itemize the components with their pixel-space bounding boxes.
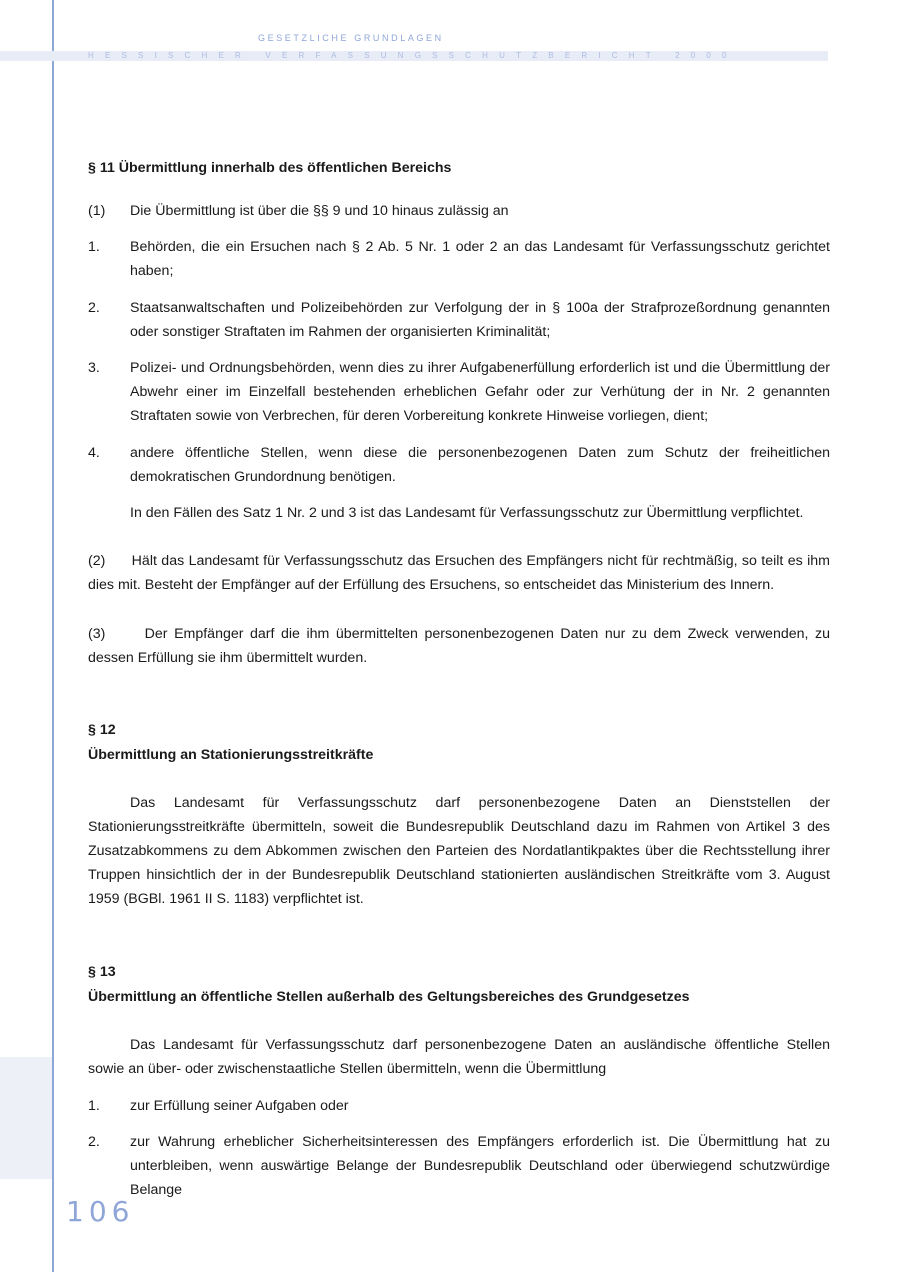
list-text: Polizei- und Ordnungsbehörden, wenn dies zu ihrer Aufgabenerfüllung erforderlich ist und die Übermittlung der Abwehr einer im Einzelfall bestehenden erheblichen Gefahr oder zur Verhütung der in Nr. 2 genannten Straftaten sowie von Verbrechen, für deren Vorbereitung konkrete Hinweise vorliegen, dient; <box>130 360 830 424</box>
s11-paragraph-3: (3) Der Empfänger darf die ihm übermittelten personenbezogenen Daten nur zu dem Zweck verwenden, zu dessen Erfüllung sie ihm übermittelt wurden. <box>88 626 834 666</box>
margin-panel <box>0 1057 52 1179</box>
list-text: andere öffentliche Stellen, wenn diese die personenbezogenen Daten zum Schutz der freiheitlichen demokratischen Grundordnung benötigen. <box>130 445 830 485</box>
section-12-text: Das Landesamt für Verfassungsschutz darf personenbezogene Daten an Dienststellen der Stationierungsstreitkräfte übermitteln, soweit die Bundesrepublik Deutschland dazu im Rahmen von Artikel 3 des Zusatzabkommens zu dem Abkommen zwischen den Parteien des Nordatlantikpaktes über die Rechtsstellung ihrer Truppen hinsichtlich der in der Bundesrepublik Deutschland stationierten ausländischen Streitkräfte vom 3. August 1959 (BGBl. 1961 II S. 1183) verpflichtet ist. <box>88 795 830 907</box>
list-text: Behörden, die ein Ersuchen nach § 2 Ab. 5 Nr. 1 oder 2 an das Landesamt für Verfassungsschutz gerichtet haben; <box>130 239 830 279</box>
section-13-title: Übermittlung an öffentliche Stellen außerhalb des Geltungsbereiches des Grundgesetzes <box>88 989 690 1005</box>
list-text: zur Wahrung erheblicher Sicherheitsinteressen des Empfängers erforderlich ist. Die Übermittlung hat zu unterbleiben, wenn auswärtige Belange der Bundesrepublik Deutschland oder überwiegend schutzwürdige Belange <box>130 1134 830 1198</box>
list-number: 4. <box>88 445 100 461</box>
list-number: 1. <box>88 239 100 255</box>
section-12-title: Übermittlung an Stationierungsstreitkräfte <box>88 747 374 763</box>
s11-paragraph-2: (2) Hält das Landesamt für Verfassungsschutz das Ersuchen des Empfängers nicht für rechtmäßig, so teilt es ihm dies mit. Besteht der Empfänger auf der Erfüllung des Ersuchens, so entscheidet das Ministerium des Innern. <box>88 553 834 593</box>
list-number: 1. <box>88 1098 100 1114</box>
section-11-heading: § 11 Übermittlung innerhalb des öffentlichen Bereichs <box>88 160 452 176</box>
satz-text: In den Fällen des Satz 1 Nr. 2 und 3 ist das Landesamt für Verfassungsschutz zur Übermittlung verpflichtet. <box>130 505 804 521</box>
section-12-number: § 12 <box>88 722 116 738</box>
list-text: zur Erfüllung seiner Aufgaben oder <box>130 1098 349 1114</box>
running-header-title: HESSISCHER VERFASSUNGSSCHUTZBERICHT 2000 <box>88 51 738 60</box>
page-number: 106 <box>66 1195 135 1228</box>
list-number: 2. <box>88 300 100 316</box>
paragraph-number: (1) <box>88 203 106 219</box>
list-number: 3. <box>88 360 100 376</box>
list-text: Staatsanwaltschaften und Polizeibehörden zur Verfolgung der in § 100a der Strafprozeßordnung genannten oder sonstiger Straftaten im Rahmen der organisierten Kriminalität; <box>130 300 830 340</box>
running-header-section: GESETZLICHE GRUNDLAGEN <box>258 33 444 43</box>
list-number: 2. <box>88 1134 100 1150</box>
paragraph-text: Die Übermittlung ist über die §§ 9 und 10 hinaus zulässig an <box>130 203 509 219</box>
section-13-text: Das Landesamt für Verfassungsschutz darf personenbezogene Daten an ausländische öffentliche Stellen sowie an über- oder zwischenstaatliche Stellen übermitteln, wenn die Übermittlung <box>88 1037 830 1077</box>
section-13-number: § 13 <box>88 964 116 980</box>
margin-rule <box>52 0 54 1272</box>
